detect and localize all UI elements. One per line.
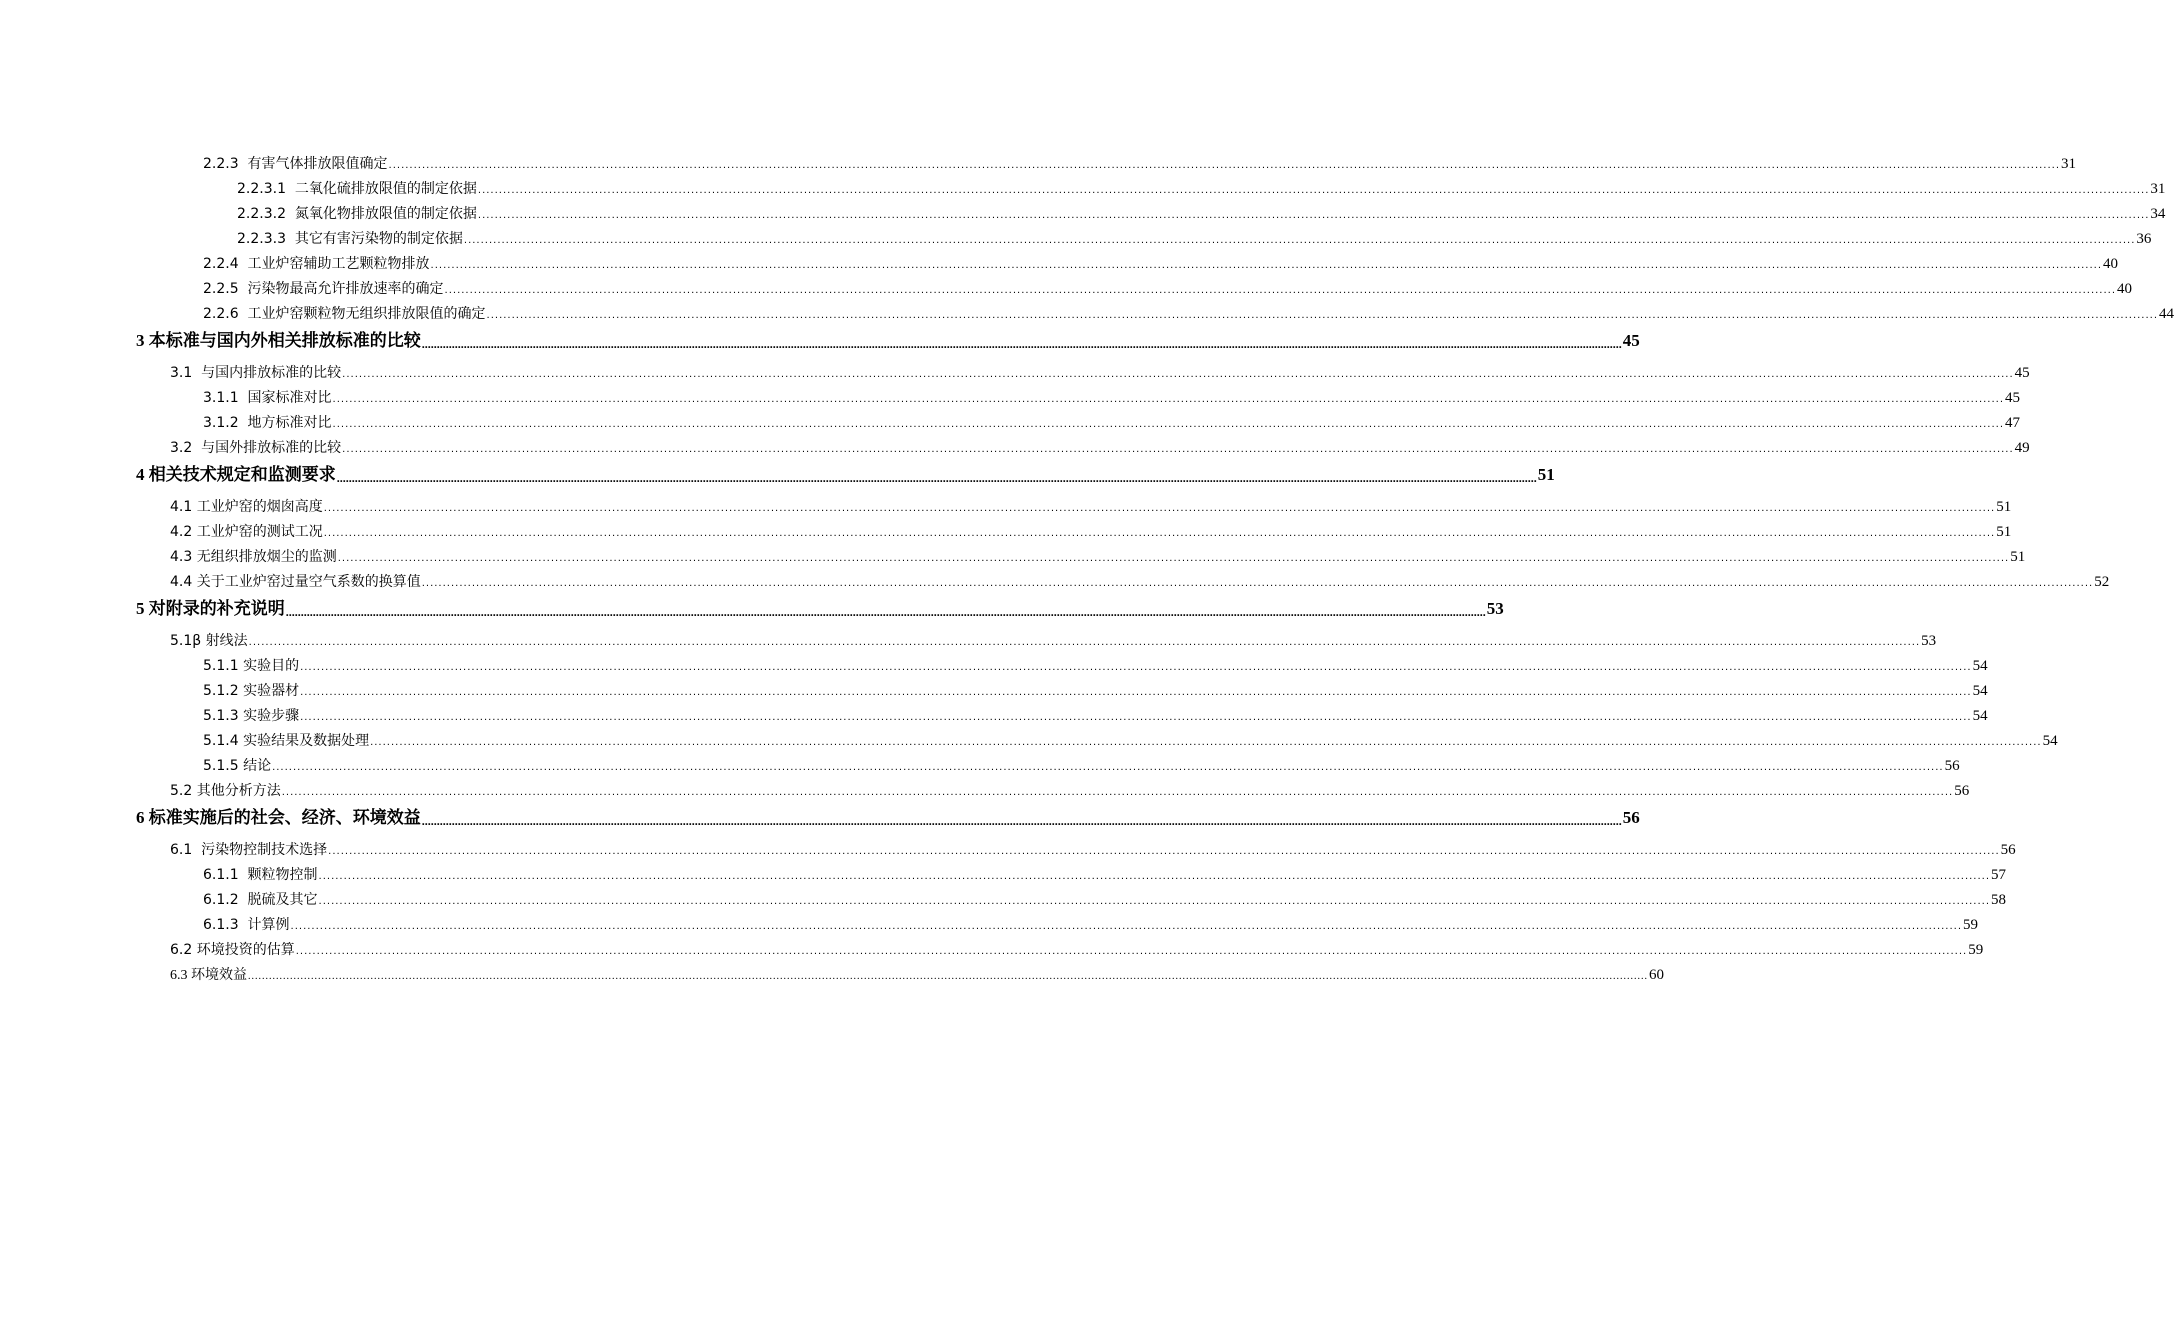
toc-entry[interactable]: [0, 959, 1664, 984]
toc-leader-dots: ................................................................................................................................................................................................................................................................................................................................................................................................................: [295, 946, 1968, 957]
toc-entry-page-number: 51: [2010, 549, 2026, 565]
toc-entry[interactable]: [0, 834, 2016, 859]
toc-entry-title: 4.3 无组织排放烟尘的监测: [170, 549, 337, 565]
toc-entry-page-number: 40: [2103, 256, 2119, 272]
toc-entry-title: 6.2 环境投资的估算: [170, 942, 295, 958]
table-of-contents: [0, 148, 2174, 984]
toc-entry-title: 5.1.2 实验器材: [203, 683, 300, 699]
toc-leader-dots: ................................................................................................................................................................................................................................................................................................................................................................................................................: [300, 662, 1972, 673]
toc-leader-dots: ................................................................................................................................................................................................................................................................................................................................................................................................................: [342, 369, 2014, 380]
toc-entry-title: 2.2.3.3 其它有害污染物的制定依据: [237, 231, 463, 247]
toc-leader-dots: ................................................................................................................................................................................................................................................................................................................................................................................................................: [248, 971, 1648, 982]
toc-entry[interactable]: [0, 675, 1988, 700]
toc-leader-dots: ................................................................................................................................................................................................................................................................................................................................................................................................................: [421, 578, 2094, 589]
toc-entry[interactable]: [0, 382, 2021, 407]
toc-entry-title: 5.1.4 实验结果及数据处理: [203, 733, 370, 749]
toc-entry[interactable]: [0, 516, 2012, 541]
toc-entry-title: 4 相关技术规定和监测要求: [136, 465, 336, 484]
toc-leader-dots: ................................................................................................................................................................................................................................................................................................................................................................................................................: [332, 419, 2005, 430]
toc-entry-title: 6.1 污染物控制技术选择: [170, 842, 328, 858]
toc-entry-title: 5.1β 射线法: [170, 633, 248, 649]
toc-leader-dots: ................................................................................................................................................................................................................................................................................................................................................................................................................: [328, 846, 2000, 857]
toc-entry[interactable]: [0, 407, 2021, 432]
toc-entry[interactable]: [0, 223, 2152, 248]
toc-entry[interactable]: [0, 700, 1988, 725]
toc-entry[interactable]: [0, 432, 2030, 457]
toc-entry-page-number: 56: [1944, 758, 1960, 774]
toc-chapter-entry[interactable]: [0, 591, 1504, 619]
toc-entry[interactable]: [0, 541, 2026, 566]
toc-entry-page-number: 51: [1996, 524, 2012, 540]
toc-entry-title: 3.1.2 地方标准对比: [203, 415, 332, 431]
toc-entry-title: 6.1.1 颗粒物控制: [203, 867, 318, 883]
toc-entry-title: 3.1.1 国家标准对比: [203, 390, 332, 406]
toc-entry-title: 2.2.6 工业炉窑颗粒物无组织排放限值的确定: [203, 306, 486, 322]
toc-entry-page-number: 49: [2014, 440, 2030, 456]
toc-leader-dots: ................................................................................................................................................................................................................................................................................................................................................................................................................: [323, 503, 1996, 514]
toc-entry[interactable]: [0, 491, 2012, 516]
toc-entry[interactable]: [0, 625, 1937, 650]
toc-entry-page-number: 54: [1972, 708, 1988, 724]
toc-chapter-entry[interactable]: [0, 323, 1640, 351]
toc-leader-dots: ................................................................................................................................................................................................................................................................................................................................................................................................................: [285, 605, 1486, 619]
toc-chapter-entry[interactable]: [0, 457, 1555, 485]
toc-entry-page-number: 36: [2136, 231, 2152, 247]
toc-entry-title: 6.1.2 脱硫及其它: [203, 892, 318, 908]
toc-entry-page-number: 40: [2117, 281, 2133, 297]
toc-leader-dots: ................................................................................................................................................................................................................................................................................................................................................................................................................: [421, 337, 1622, 351]
toc-entry-page-number: 31: [2150, 181, 2166, 197]
toc-entry-title: 2.2.3.1 二氧化硫排放限值的制定依据: [237, 181, 477, 197]
toc-entry-page-number: 31: [2061, 156, 2077, 172]
toc-leader-dots: ................................................................................................................................................................................................................................................................................................................................................................................................................: [300, 687, 1972, 698]
toc-entry[interactable]: [0, 566, 2110, 591]
toc-entry[interactable]: [0, 298, 2174, 323]
toc-entry-page-number: 58: [1991, 892, 2007, 908]
toc-entry-page-number: 53: [1486, 599, 1504, 618]
toc-entry[interactable]: [0, 273, 2133, 298]
toc-entry-page-number: 53: [1921, 633, 1937, 649]
toc-entry-page-number: 44: [2159, 306, 2174, 322]
toc-leader-dots: ................................................................................................................................................................................................................................................................................................................................................................................................................: [370, 737, 2042, 748]
toc-entry-page-number: 34: [2150, 206, 2166, 222]
toc-leader-dots: ................................................................................................................................................................................................................................................................................................................................................................................................................: [486, 310, 2159, 321]
toc-entry-page-number: 45: [1622, 331, 1640, 350]
toc-entry-title: 6 标准实施后的社会、经济、环境效益: [136, 808, 421, 827]
toc-entry-page-number: 47: [2005, 415, 2021, 431]
toc-entry-page-number: 51: [1537, 465, 1555, 484]
toc-entry[interactable]: [0, 884, 2007, 909]
toc-entry-title: 2.2.3.2 氮氧化物排放限值的制定依据: [237, 206, 477, 222]
toc-entry-title: 5.1.5 结论: [203, 758, 272, 774]
toc-entry[interactable]: [0, 859, 2007, 884]
toc-entry-title: 6.1.3 计算例: [203, 917, 290, 933]
toc-entry[interactable]: [0, 198, 2166, 223]
toc-entry-page-number: 60: [1649, 967, 1664, 983]
toc-leader-dots: ................................................................................................................................................................................................................................................................................................................................................................................................................: [388, 160, 2061, 171]
toc-entry-page-number: 54: [1972, 683, 1988, 699]
toc-entry[interactable]: [0, 934, 1984, 959]
toc-leader-dots: ................................................................................................................................................................................................................................................................................................................................................................................................................: [463, 235, 2136, 246]
toc-entry-title: 5.1.1 实验目的: [203, 658, 300, 674]
toc-entry-page-number: 56: [1622, 808, 1640, 827]
toc-entry-title: 4.4 关于工业炉窑过量空气系数的换算值: [170, 574, 421, 590]
toc-entry-page-number: 57: [1991, 867, 2007, 883]
toc-entry-page-number: 59: [1968, 942, 1984, 958]
toc-entry-page-number: 54: [1972, 658, 1988, 674]
toc-entry-page-number: 45: [2005, 390, 2021, 406]
toc-entry[interactable]: [0, 248, 2119, 273]
toc-leader-dots: ................................................................................................................................................................................................................................................................................................................................................................................................................: [342, 444, 2014, 455]
toc-entry-title: 3.2 与国外排放标准的比较: [170, 440, 342, 456]
toc-entry-title: 3 本标准与国内外相关排放标准的比较: [136, 331, 421, 350]
toc-leader-dots: ................................................................................................................................................................................................................................................................................................................................................................................................................: [318, 896, 1991, 907]
toc-leader-dots: ................................................................................................................................................................................................................................................................................................................................................................................................................: [300, 712, 1972, 723]
toc-leader-dots: ................................................................................................................................................................................................................................................................................................................................................................................................................: [421, 814, 1622, 828]
toc-entry-page-number: 56: [2000, 842, 2016, 858]
toc-entry[interactable]: [0, 750, 1960, 775]
toc-entry-title: 5.2 其他分析方法: [170, 783, 281, 799]
toc-leader-dots: ................................................................................................................................................................................................................................................................................................................................................................................................................: [477, 210, 2150, 221]
toc-leader-dots: ................................................................................................................................................................................................................................................................................................................................................................................................................: [281, 787, 1954, 798]
toc-entry-page-number: 51: [1996, 499, 2012, 515]
toc-entry-title: 3.1 与国内排放标准的比较: [170, 365, 342, 381]
toc-entry-title: 2.2.5 污染物最高允许排放速率的确定: [203, 281, 444, 297]
toc-leader-dots: ................................................................................................................................................................................................................................................................................................................................................................................................................: [430, 260, 2103, 271]
toc-leader-dots: ................................................................................................................................................................................................................................................................................................................................................................................................................: [337, 553, 2010, 564]
toc-entry[interactable]: [0, 357, 2030, 382]
toc-entry-title: 4.2 工业炉窑的测试工况: [170, 524, 323, 540]
toc-entry-title: 5 对附录的补充说明: [136, 599, 285, 618]
toc-leader-dots: ................................................................................................................................................................................................................................................................................................................................................................................................................: [290, 921, 1963, 932]
toc-entry[interactable]: [0, 650, 1988, 675]
toc-entry-title: 6.3 环境效益: [170, 968, 247, 983]
toc-leader-dots: ................................................................................................................................................................................................................................................................................................................................................................................................................: [336, 471, 1537, 485]
toc-entry-page-number: 45: [2014, 365, 2030, 381]
toc-entry[interactable]: [0, 148, 2077, 173]
toc-entry-page-number: 54: [2042, 733, 2058, 749]
toc-leader-dots: ................................................................................................................................................................................................................................................................................................................................................................................................................: [444, 285, 2117, 296]
toc-entry-title: 2.2.4 工业炉窑辅助工艺颗粒物排放: [203, 256, 430, 272]
toc-entry-title: 5.1.3 实验步骤: [203, 708, 300, 724]
toc-entry-page-number: 52: [2094, 574, 2110, 590]
toc-entry-page-number: 56: [1954, 783, 1970, 799]
toc-leader-dots: ................................................................................................................................................................................................................................................................................................................................................................................................................: [323, 528, 1996, 539]
toc-entry[interactable]: [0, 173, 2166, 198]
toc-leader-dots: ................................................................................................................................................................................................................................................................................................................................................................................................................: [248, 637, 1921, 648]
toc-leader-dots: ................................................................................................................................................................................................................................................................................................................................................................................................................: [272, 762, 1944, 773]
toc-entry-title: 4.1 工业炉窑的烟囱高度: [170, 499, 323, 515]
toc-leader-dots: ................................................................................................................................................................................................................................................................................................................................................................................................................: [477, 185, 2150, 196]
toc-leader-dots: ................................................................................................................................................................................................................................................................................................................................................................................................................: [332, 394, 2005, 405]
toc-entry-page-number: 59: [1963, 917, 1979, 933]
toc-entry[interactable]: [0, 909, 1979, 934]
toc-entry[interactable]: [0, 725, 2058, 750]
toc-leader-dots: ................................................................................................................................................................................................................................................................................................................................................................................................................: [318, 871, 1991, 882]
toc-entry[interactable]: [0, 775, 1970, 800]
toc-chapter-entry[interactable]: [0, 800, 1640, 828]
toc-entry-title: 2.2.3 有害气体排放限值确定: [203, 156, 388, 172]
